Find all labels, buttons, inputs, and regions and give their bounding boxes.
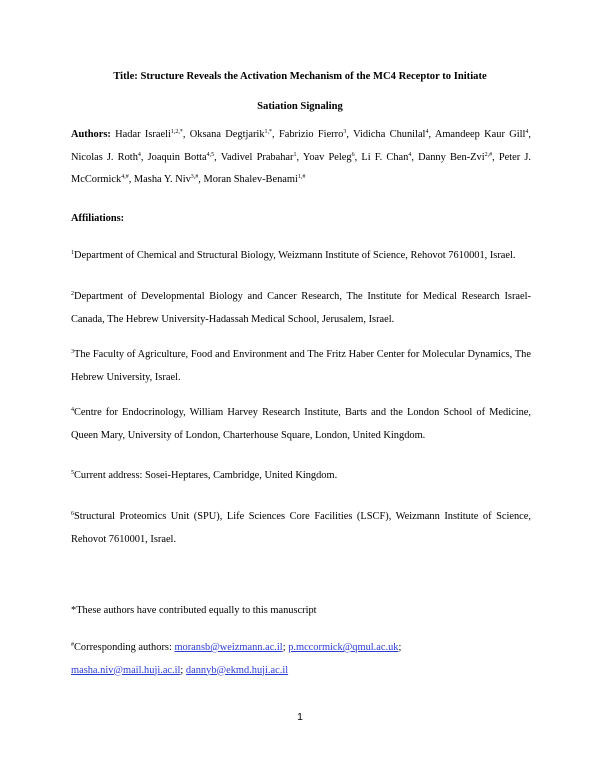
author-entry bbox=[134, 174, 204, 185]
affiliation-number: 1 bbox=[71, 250, 74, 256]
affiliation-4 bbox=[71, 402, 531, 447]
affiliation-3 bbox=[71, 344, 531, 389]
author-entry bbox=[303, 152, 361, 163]
author-entry bbox=[353, 129, 435, 140]
author-entry bbox=[418, 152, 499, 163]
author-name: Li F. Chan bbox=[361, 151, 409, 163]
author-entry bbox=[203, 174, 305, 185]
affiliation-1 bbox=[71, 245, 531, 268]
author-separator: , bbox=[411, 151, 419, 163]
author-separator: , bbox=[128, 174, 134, 185]
author-separator: , bbox=[492, 151, 499, 163]
author-name: Masha Y. Niv bbox=[133, 174, 191, 185]
author-name: Fabrizio Fierro bbox=[278, 129, 344, 140]
affiliation-text: Centre for Endocrinology, William Harvey Research Institute, Barts and the London School of Medicine, Queen Mary, University of London, Charterhouse Square, London, United Kingdom. bbox=[71, 407, 531, 441]
authors-label: Authors: bbox=[71, 129, 111, 140]
author-name: Yoav Peleg bbox=[302, 151, 352, 163]
affiliation-text: Department of Developmental Biology and Cancer Research, The Institute for Medical Research Israel-Canada, The Hebrew University-Hadassah Medical School, Jerusalem, Israel. bbox=[71, 291, 531, 325]
author-affiliation-mark: 4 bbox=[525, 129, 529, 135]
equal-contribution-note: *These authors have contributed equally to this manuscript bbox=[71, 605, 317, 616]
author-affiliation-mark: 1,* bbox=[264, 129, 273, 135]
author-affiliation-mark: 3,# bbox=[190, 174, 199, 180]
author-name: Hadar Israeli bbox=[115, 129, 171, 140]
author-affiliation-mark: 1 bbox=[293, 151, 297, 158]
author-name: Moran Shalev-Benami bbox=[203, 174, 298, 185]
author-affiliation-mark: 4 bbox=[425, 129, 429, 135]
affiliations-heading: Affiliations: bbox=[71, 213, 125, 224]
affiliation-number: 4 bbox=[71, 407, 74, 413]
author-affiliation-mark: 3 bbox=[343, 129, 347, 135]
corresponding-mark: # bbox=[71, 642, 74, 648]
page-number: 1 bbox=[297, 712, 303, 723]
author-name: Nicolas J. Roth bbox=[71, 151, 138, 163]
affiliation-text: Current address: Sosei-Heptares, Cambridge, United Kingdom. bbox=[74, 470, 338, 481]
author-separator: , bbox=[214, 151, 221, 163]
corresponding-authors bbox=[71, 637, 531, 682]
email-separator: ; bbox=[398, 642, 402, 653]
affiliation-number: 3 bbox=[71, 349, 74, 355]
affiliation-6 bbox=[71, 506, 531, 551]
author-affiliation-mark: 4 bbox=[137, 151, 141, 158]
email-link-masha-niv[interactable]: masha.niv@mail.huji.ac.il bbox=[71, 664, 181, 676]
affiliation-number: 2 bbox=[71, 291, 74, 297]
affiliation-2 bbox=[71, 286, 531, 331]
corresponding-label: Corresponding authors: bbox=[74, 642, 175, 653]
author-items bbox=[71, 129, 531, 185]
author-entry bbox=[190, 129, 279, 140]
author-name: Oksana Degtjarik bbox=[189, 129, 265, 140]
author-entry bbox=[148, 152, 221, 163]
email-separator: ; bbox=[282, 642, 289, 653]
author-name: Danny Ben-Zvi bbox=[418, 151, 485, 163]
paper-title-line-2: Satiation Signaling bbox=[257, 101, 343, 112]
author-affiliation-mark: 1,2,* bbox=[170, 129, 183, 135]
author-name: Joaquin Botta bbox=[147, 151, 207, 163]
affiliation-text: Department of Chemical and Structural Biology, Weizmann Institute of Science, Rehovot 7610001, Israel. bbox=[74, 250, 516, 261]
author-entry bbox=[71, 152, 148, 163]
author-affiliation-mark: 2,# bbox=[484, 151, 493, 158]
author-entry bbox=[115, 129, 190, 140]
author-separator: , bbox=[140, 151, 148, 163]
author-separator: , bbox=[346, 129, 354, 140]
author-separator: , bbox=[296, 151, 303, 163]
author-separator: , bbox=[354, 151, 362, 163]
affiliation-number: 5 bbox=[71, 470, 74, 476]
email-link-dannyb[interactable]: dannyb@ekmd.huji.ac.il bbox=[185, 664, 289, 676]
author-affiliation-mark: 4,# bbox=[121, 174, 129, 180]
author-separator: , bbox=[198, 174, 204, 185]
author-separator: , bbox=[182, 129, 190, 140]
author-separator: , bbox=[272, 129, 279, 140]
affiliation-5 bbox=[71, 465, 531, 488]
affiliation-text: Structural Proteomics Unit (SPU), Life Sciences Core Facilities (LSCF), Weizmann Institute of Science, Rehovot 7610001, Israel. bbox=[71, 511, 531, 545]
email-link-mccormick[interactable]: p.mccormick@qmul.ac.uk bbox=[288, 642, 399, 653]
author-affiliation-mark: 1,# bbox=[297, 174, 306, 180]
author-name: Vidicha Chunilal bbox=[353, 129, 426, 140]
author-affiliation-mark: 4,5 bbox=[206, 151, 215, 158]
paper-title-line-1: Title: Structure Reveals the Activation Mechanism of the MC4 Receptor to Initiate bbox=[113, 71, 487, 82]
author-separator: , bbox=[528, 129, 532, 140]
author-entry bbox=[221, 152, 303, 163]
author-name: Vadivel Prabahar bbox=[220, 151, 294, 163]
author-list bbox=[71, 124, 531, 192]
author-entry bbox=[279, 129, 353, 140]
author-name: Amandeep Kaur Gill bbox=[434, 129, 526, 140]
author-separator: , bbox=[428, 129, 435, 140]
email-separator: ; bbox=[180, 664, 186, 676]
author-name: Peter J. McCormick bbox=[71, 151, 531, 185]
author-affiliation-mark: 6 bbox=[351, 151, 355, 158]
author-entry bbox=[435, 129, 531, 140]
affiliation-number: 6 bbox=[71, 511, 74, 517]
affiliation-text: The Faculty of Agriculture, Food and Environment and The Fritz Haber Center for Molecular Dynamics, The Hebrew University, Israel. bbox=[71, 349, 531, 383]
email-link-moransb[interactable]: moransb@weizmann.ac.il bbox=[174, 642, 283, 653]
author-entry bbox=[361, 152, 418, 163]
author-affiliation-mark: 4 bbox=[408, 151, 412, 158]
